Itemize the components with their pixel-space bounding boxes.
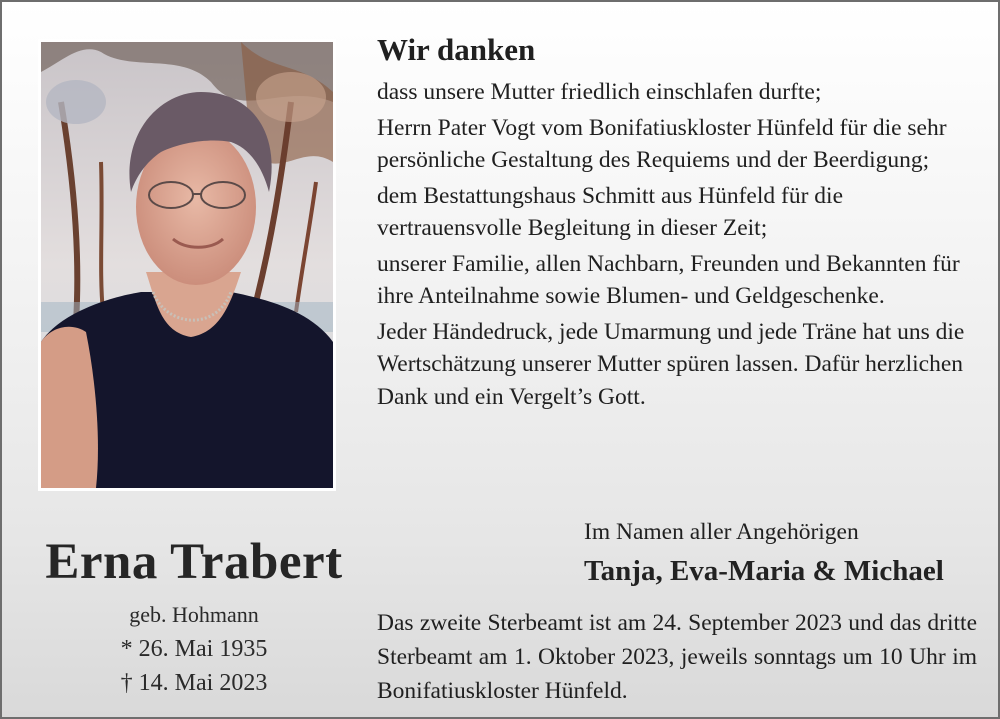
death-date: † 14. Mai 2023 [120, 670, 268, 696]
thanks-section [377, 26, 977, 416]
signoff [584, 515, 984, 591]
deceased-info [38, 532, 350, 700]
thanks-heading: Wir danken [377, 32, 536, 67]
thanks-paragraph: unserer Familie, allen Nachbarn, Freunden und Bekannten für ihre Anteilnahme sowie Blumen- und Geldgeschenke. [377, 250, 960, 309]
portrait-image [41, 42, 333, 488]
birth-name: geb. Hohmann [129, 602, 259, 627]
family-names: Tanja, Eva-Maria & Michael [584, 555, 944, 587]
thanks-paragraph: dass unsere Mutter friedlich einschlafen durfte; [377, 79, 822, 105]
thanks-paragraph: Jeder Händedruck, jede Umarmung und jede Träne hat uns die Wertschätzung unserer Mutter spüren lassen. Dafür herzlichen Dank und ein Vergelt’s Gott. [377, 318, 965, 410]
portrait-photo [38, 39, 336, 491]
signoff-line: Im Namen aller Angehörigen [584, 519, 859, 545]
thanks-paragraph: dem Bestattungshaus Schmitt aus Hünfeld für die vertrauensvolle Begleitung in dieser Zeit; [377, 182, 844, 241]
service-note: Das zweite Sterbeamt ist am 24. September 2023 und das dritte Sterbeamt am 1. Oktober 2023, jeweils sonntags um 10 Uhr im Bonifatiuskloster Hünfeld. [377, 610, 977, 704]
birth-date: * 26. Mai 1935 [120, 636, 268, 662]
deceased-name: Erna Trabert [45, 534, 343, 590]
thanks-paragraph: Herrn Pater Vogt vom Bonifatiuskloster Hünfeld für die sehr persönliche Gestaltung des Requiems und der Beerdigung; [377, 114, 947, 173]
